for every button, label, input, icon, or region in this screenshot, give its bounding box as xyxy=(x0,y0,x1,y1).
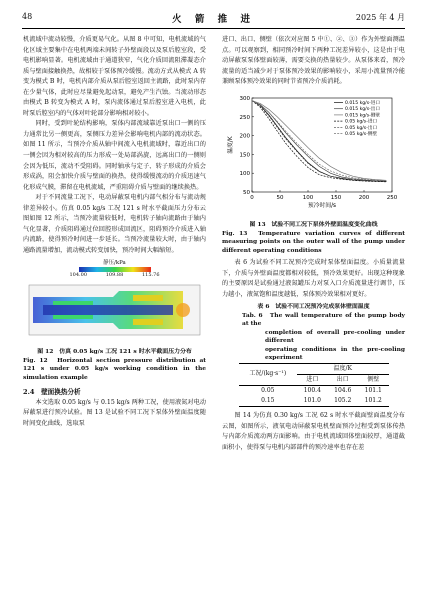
table-cell: 0.15 xyxy=(239,396,298,407)
figure-13-caption-en: Fig. 13 Temperature variation curves of different measuring points on the outer wall of the pump under different operating conditions xyxy=(222,229,405,254)
table-header-temperature: 温度/K xyxy=(297,363,388,374)
table-6-title-en-line: Tab. 6 The wall temperature of the pump body at the xyxy=(242,311,405,328)
legend-label: 0.05 kg/s-侧壁 xyxy=(345,131,378,137)
left-column xyxy=(23,35,206,429)
pressure-legend-title: 静压/kPa xyxy=(103,260,126,267)
legend-label: 0.015 kg/s-出口 xyxy=(345,106,380,112)
figure-12 xyxy=(23,260,206,382)
table-row xyxy=(239,396,389,407)
legend-label: 0.05 kg/s-出口 xyxy=(345,125,378,131)
pressure-contour-image xyxy=(23,279,206,341)
y-tick-label: 100 xyxy=(239,170,250,177)
table-cell: 104.6 xyxy=(334,386,352,394)
x-tick-label: 200 xyxy=(358,194,370,201)
table-header-col: 进口 xyxy=(297,374,327,385)
figure-13 xyxy=(222,92,405,256)
page-header xyxy=(22,12,405,26)
right-paragraph-tail: 图 14 为仿真 0.30 kg/s 工况 62 s 时水平截面壁面温度分布云图，如图所示，液氧电动屏蔽泵电机壁面预冷过程受到泵体传热与内部介质流动两方面影响。由于电机流域回体壁面较厚，通道截面积小，使得泵与电机内部部件的预冷速率也存在差 xyxy=(222,411,405,451)
pressure-tick-2: 109.88 xyxy=(105,272,124,279)
table-cell: 105.2 xyxy=(328,396,358,407)
y-tick-label: 200 xyxy=(239,133,250,140)
y-tick-label: 250 xyxy=(239,114,250,121)
journal-name: 火 箭 推 进 xyxy=(172,14,255,25)
table-row xyxy=(239,385,389,396)
y-tick-label: 300 xyxy=(239,95,250,102)
page-number: 48 xyxy=(22,12,33,21)
table-6-title-cn: 表 6 试验不同工况预冷完成泵体壁面温度 xyxy=(257,303,370,311)
right-paragraph-1: 进口、出口、侧壁（依次对应图 5 中①、②、③）作为外壁面测温点。可以观察到，相同预冷时间下两种工况差异较小，这是由于电动屏蔽泵泵体壁面较薄，需要交换的热量较少。从泵体来看，预冷流量的适当减少对于泵体预冷效果的影响较小，采用小流量预冷能兼顾泵体预冷效果的同时节省预冷介质消耗。 xyxy=(222,36,405,86)
header-rule xyxy=(22,28,405,29)
table-6 xyxy=(222,303,405,407)
table-cell: 101.2 xyxy=(358,396,389,407)
figure-12-caption-cn: 图 12 仿真 0.05 kg/s 工况 121 s 时水平截面压力分布 xyxy=(37,348,192,356)
left-paragraph-1: 机流域中流动较慢，介质更易气化。从图 8 中可知，电机流域的气化区域主要集中在电机两端未间转子外壁面段以及泵后腔室段，受电机影响显著。电机流域由于通道狭窄，气化介质回流阻滞凝态介质与壁面接触换热，故相较于泵体预冷缓慢。流动方式从模式 A 转变为模式 B 时，电机内部介质从泵后腔室返回主流路，此时泵内存在少量气体，此时应尽量避免起动泵，避免产生汽蚀。当流动形态由模式 B 转变为模式 A 时，泵内流体通过泵后腔室进入电机，此时泵后腔室内的气体对叶轮部分影响相对较小。 xyxy=(23,36,206,117)
temperature-table xyxy=(239,363,389,407)
x-tick-label: 0 xyxy=(250,194,254,201)
left-paragraph-3: 对于不同流量工况下，电动屏蔽泵电机内部气相分布与流动规律差异较小。仿真 0.05 kg/s 工况 121 s 时水平截面压力分布云图如图 12 所示，当预冷流量较低时，电机转子轴向流路由于轴内气化显著，介质阻碍通过位回腔形成回流区，阻碍预冷介质进入轴内流路，使得预冷时间进一步延长。当预冷流量较大时，由于轴内通路流量增加，流动模式转变加快，预冷时间大幅缩短。 xyxy=(23,194,206,254)
table-6-title-en-line: operating conditions in the pre-cooling experiment xyxy=(265,345,405,362)
right-column xyxy=(222,35,405,453)
table-header-condition: 工况/(kg·s⁻¹) xyxy=(239,363,298,385)
section-2-4-title: 2.4 壁面换热分析 xyxy=(23,388,81,397)
x-tick-label: 50 xyxy=(276,194,284,201)
section-2-4-paragraph: 本文选取 0.05 kg/s 与 0.15 kg/s 两种工况，使用液氮对电动屏蔽泵进行预冷试验。图 13 是试验不同工况下泵体外壁面温度随时间变化曲线，选取泵 xyxy=(23,398,206,427)
left-paragraph-2: 同时，受到叶轮结构影响，泵体内部流域靠近泵出口一侧的压力通常比另一侧更高，泵侧压力差异会影响电机内部的流动状态。如图 11 所示，当预冷介质从轴中间流入电机流域时，靠近出口的一侧会因为相对较高的压力形成一处局部涡旋，远离出口的一侧则会因为低压，流动不受阻碍。同时轴承与定子、转子形成的介质会形成涡，阻会加快介质与壁面的换热，使得缓慢流动的介质迅速气化形成气膜，滞留在电机流域，严重阻碍介质与壁面的继续换热。 xyxy=(23,120,206,191)
table-header-col: 出口 xyxy=(328,374,358,385)
table-6-title-en-line: completion of overall pre-cooling under different xyxy=(265,328,405,345)
y-tick-label: 150 xyxy=(239,152,250,159)
legend-label: 0.05 kg/s-进口 xyxy=(345,119,378,125)
legend-label: 0.015 kg/s-侧壁 xyxy=(345,113,380,119)
table-6-intro: 表 6 为试验不同工况预冷完成时泵体壁面温度。小质量流量下，介质与外壁面温度都相对较低，预冷效果更好。出现这种现象的主要原因是试验通过液氮罐压力对泵入口介质流量进行调节，压力越小，液氮饱和温度越低，泵体预冷效果相对更好。 xyxy=(222,259,405,298)
table-6-title-en xyxy=(222,312,405,363)
issue-date: 2025 年 4 月 xyxy=(355,13,405,22)
x-tick-label: 250 xyxy=(386,194,398,201)
table-header-col: 侧壁 xyxy=(358,374,389,385)
x-axis-label: 预冷时间/s xyxy=(307,202,337,209)
table-cell: 0.05 xyxy=(261,386,275,394)
y-tick-label: 50 xyxy=(243,189,250,196)
pressure-tick-1: 104.00 xyxy=(69,272,87,279)
pressure-tick-3: 115.76 xyxy=(142,272,160,279)
legend-label: 0.015 kg/s-进口 xyxy=(345,100,380,106)
table-cell: 100.4 xyxy=(303,386,321,394)
figure-12-caption-en: Fig. 12 Horizontal section pressure distribution at 121 s under 0.05 kg/s working condition in the simulation example xyxy=(23,356,206,381)
table-cell: 101.1 xyxy=(364,386,382,394)
y-axis-label: 温度/K xyxy=(228,136,234,154)
x-tick-label: 100 xyxy=(302,194,314,201)
figure-13-caption-cn: 图 13 试验不同工况下泵体外壁面温度变化曲线 xyxy=(249,221,378,229)
temperature-chart xyxy=(222,92,405,217)
pressure-legend-ticks xyxy=(70,272,160,279)
table-cell: 101.0 xyxy=(297,396,327,407)
x-tick-label: 150 xyxy=(330,194,342,201)
